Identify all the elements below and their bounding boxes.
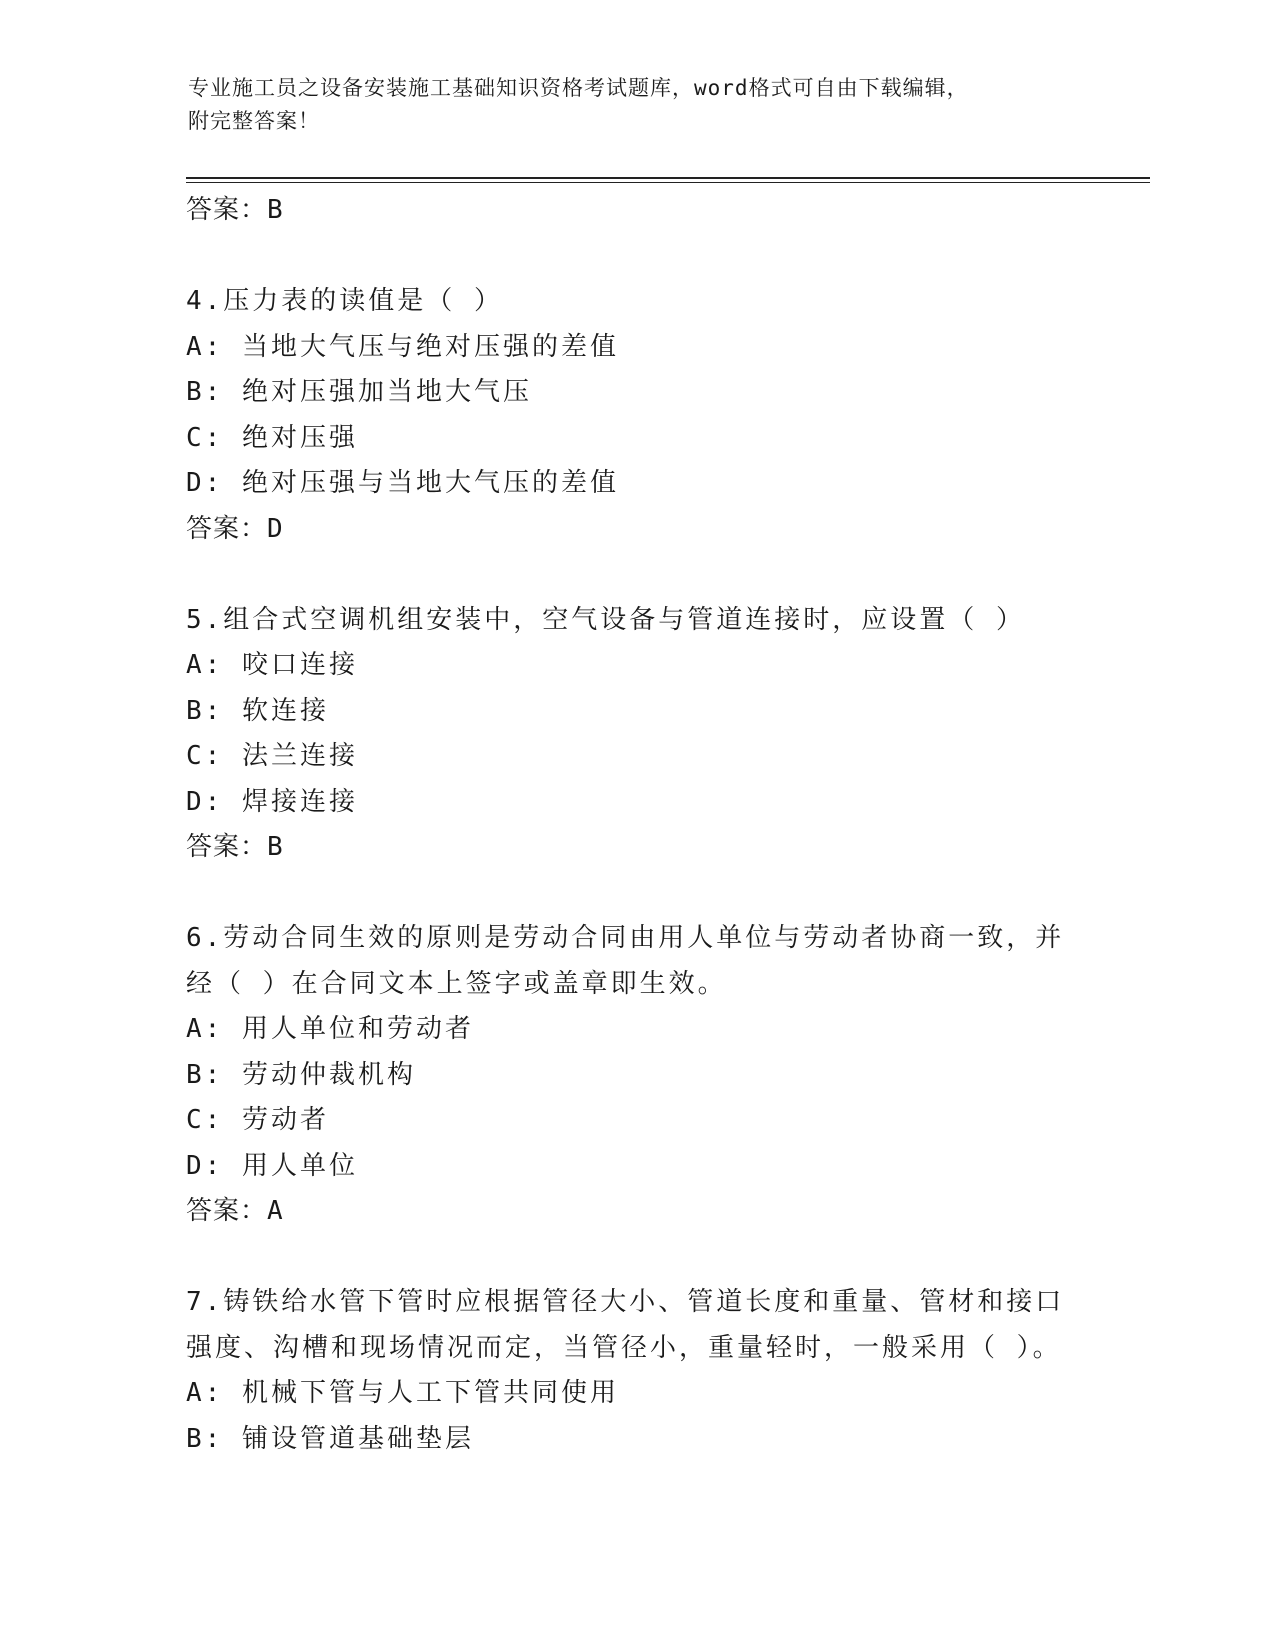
- question-5: [186, 598, 1086, 871]
- option-a: A: 机械下管与人工下管共同使用: [186, 1378, 619, 1408]
- question-6: [186, 916, 1086, 1235]
- question-stem-line-1: 7.铸铁给水管下管时应根据管径大小、管道长度和重量、管材和接口: [186, 1287, 1065, 1317]
- option-b: B: 软连接: [186, 695, 329, 726]
- header-divider-thin: [186, 182, 1150, 183]
- question-stem: 5.组合式空调机组安装中，空气设备与管道连接时，应设置（ ）: [186, 604, 1025, 635]
- option-a: A: 用人单位和劳动者: [186, 1014, 474, 1044]
- header-line-2: 附完整答案！: [188, 109, 320, 133]
- question-list: [186, 188, 1086, 1462]
- header-divider-thick: [186, 177, 1150, 179]
- question-7: [186, 1280, 1086, 1462]
- spacer: [186, 552, 1086, 598]
- answer: 答案：B: [186, 832, 284, 862]
- option-c: C: 法兰连接: [186, 741, 358, 771]
- option-b: B: 劳动仲裁机构: [186, 1059, 416, 1090]
- spacer: [186, 234, 1086, 280]
- header-line-1: 专业施工员之设备安装施工基础知识资格考试题库，word格式可自由下载编辑，: [188, 76, 969, 100]
- question-stem-line-2: 强度、沟槽和现场情况而定，当管径小，重量轻时，一般采用（ ）。: [186, 1332, 1062, 1363]
- answer: 答案：D: [186, 513, 284, 544]
- answer-q3: 答案：B: [186, 195, 284, 225]
- question-4: [186, 279, 1086, 552]
- question-stem-line-1: 6.劳动合同生效的原则是劳动合同由用人单位与劳动者协商一致，并: [186, 923, 1065, 953]
- option-d: D: 用人单位: [186, 1150, 358, 1181]
- document-header: [188, 72, 1088, 138]
- option-d: D: 绝对压强与当地大气压的差值: [186, 468, 619, 498]
- option-b: B: 绝对压强加当地大气压: [186, 377, 532, 407]
- spacer: [186, 1235, 1086, 1281]
- option-c: C: 劳动者: [186, 1105, 329, 1135]
- question-stem-line-2: 经（ ）在合同文本上签字或盖章即生效。: [186, 968, 727, 999]
- option-d: D: 焊接连接: [186, 786, 358, 817]
- option-a: A: 咬口连接: [186, 650, 358, 680]
- spacer: [186, 871, 1086, 917]
- answer: 答案：A: [186, 1196, 284, 1226]
- option-c: C: 绝对压强: [186, 422, 358, 453]
- option-b: B: 铺设管道基础垫层: [186, 1423, 474, 1454]
- option-a: A: 当地大气压与绝对压强的差值: [186, 331, 619, 362]
- question-stem: 4.压力表的读值是（ ）: [186, 286, 503, 316]
